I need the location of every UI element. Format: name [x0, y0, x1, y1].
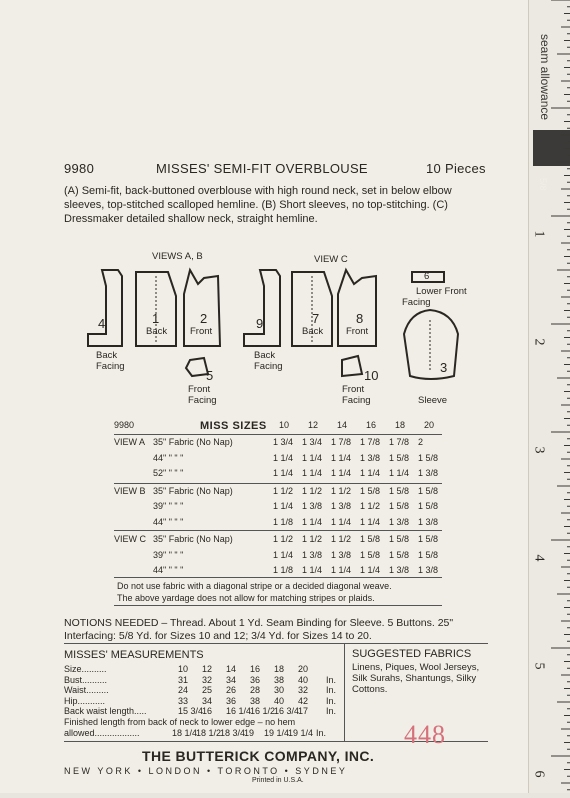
measurement-value: 34 [202, 695, 213, 706]
piece-7-name: Back [302, 326, 324, 337]
views-ab-label: VIEWS A, B [152, 251, 203, 262]
piece-8-name: Front [346, 326, 369, 337]
finished-length-row [64, 728, 344, 739]
piece-9-number: 9 [256, 316, 264, 331]
yardage-cell: 1 5/8 [418, 549, 439, 560]
measurement-label: Waist......... [64, 685, 109, 695]
measurement-value: 17 [298, 706, 309, 716]
size-header: 12 [308, 420, 319, 430]
yardage-cell: 1 1/4 [389, 468, 410, 478]
finished-length-value: 19 1/4 [288, 728, 314, 738]
yardage-cell: 1 5/8 [360, 534, 381, 544]
piece-1-number: 1 [152, 311, 160, 326]
piece-9-name-line2: Facing [254, 361, 283, 372]
price-stamp: 448 [404, 720, 446, 749]
suggested-fabrics [352, 649, 479, 695]
piece-6-name-line1: Lower Front [416, 286, 467, 297]
yardage-fabric: 44" " " " [153, 516, 184, 527]
measurement-value: 18 [274, 664, 285, 674]
measurement-value: 42 [298, 695, 309, 706]
measurement-unit: In. [326, 685, 337, 695]
measurement-value: 20 [298, 664, 309, 674]
company-name: THE BUTTERICK COMPANY, INC. [142, 748, 375, 764]
yardage-cell: 1 1/4 [302, 516, 323, 527]
yardage-cell: 1 5/8 [360, 549, 381, 560]
measurement-value: 15 3/4 [178, 706, 204, 716]
measurement-value: 32 [298, 685, 309, 695]
yardage-cell: 1 1/4 [302, 468, 323, 478]
yardage-note-diagonal: Do not use fabric with a diagonal stripe or a decided diagonal weave. [117, 581, 392, 591]
table-rule [114, 605, 442, 606]
measurement-value: 34 [226, 674, 237, 685]
yardage-cell: 1 1/4 [360, 468, 381, 478]
measurement-label: Size.......... [64, 664, 107, 674]
pattern-pieces-diagram [80, 248, 470, 408]
yardage-cell: 1 1/2 [360, 501, 381, 511]
piece-2-name: Front [190, 326, 213, 337]
ruler-number: 2 [531, 338, 547, 346]
yardage-cell: 1 1/4 [302, 565, 323, 575]
measurement-value: 28 [250, 685, 261, 695]
measurement-value: 10 [178, 664, 189, 674]
yardage-title: MISS SIZES [200, 420, 267, 432]
piece-3-name: Sleeve [418, 395, 448, 406]
measurement-value: 16 3/4 [274, 706, 300, 716]
yardage-cell: 1 3/8 [418, 565, 439, 575]
yardage-cell: 1 1/8 [273, 516, 294, 527]
yardage-cell: 2 [418, 437, 424, 447]
measurement-value: 26 [226, 685, 237, 695]
column-divider [344, 643, 345, 741]
yardage-cell: 1 1/2 [331, 534, 352, 544]
yardage-cell: 1 7/8 [389, 437, 410, 447]
yardage-row [114, 468, 444, 481]
piece-9-name-line1: Back [254, 350, 276, 361]
yardage-pattern-number: 9980 [114, 420, 135, 430]
yardage-cell: 1 5/8 [360, 485, 381, 496]
yardage-row [114, 486, 444, 499]
yardage-cell: 1 1/4 [360, 565, 381, 575]
measurement-value: 33 [178, 695, 189, 706]
measurement-value: 14 [226, 664, 237, 674]
measurement-value: 16 1/2 [250, 706, 276, 716]
measurement-value: 31 [178, 674, 189, 685]
yardage-view: VIEW B [114, 485, 146, 496]
pattern-title: MISSES' SEMI-FIT OVERBLOUSE [156, 161, 368, 176]
seam-fraction: 5/8 [538, 178, 548, 191]
yardage-view: VIEW A [114, 437, 146, 447]
finished-length-value: 18 1/2 [196, 728, 222, 738]
yardage-cell: 1 5/8 [389, 501, 410, 511]
yardage-fabric: 44" " " " [153, 452, 184, 463]
yardage-row [114, 501, 444, 514]
ruler-number: 6 [531, 770, 547, 778]
yardage-fabric: 39" " " " [153, 501, 184, 511]
yardage-cell: 1 3/8 [360, 452, 381, 463]
yardage-fabric: 35" Fabric (No Nap) [153, 534, 233, 544]
yardage-cell: 1 5/8 [389, 452, 410, 463]
measurement-value: 38 [250, 695, 261, 706]
piece-1-name: Back [146, 326, 168, 337]
yardage-cell: 1 5/8 [389, 485, 410, 496]
ruler-number: 4 [531, 554, 547, 562]
table-rule [114, 577, 442, 578]
yardage-cell: 1 3/4 [273, 437, 294, 447]
back-facing-piece [88, 270, 122, 346]
fabrics-line: Cottons. [352, 684, 388, 695]
measurement-value: 16 [202, 706, 213, 716]
yardage-cell: 1 3/8 [389, 516, 410, 527]
piece-5-name-line2: Facing [188, 395, 217, 406]
measurement-label: Hip........... [64, 695, 106, 706]
measurement-row [64, 664, 344, 675]
piece-count: 10 Pieces [426, 161, 486, 176]
yardage-cell: 1 3/8 [331, 549, 352, 560]
yardage-cell: 1 1/4 [273, 452, 294, 463]
style-description: (A) Semi-fit, back-buttoned overblouse with high round neck, set in below elbow sleeves, top-stitched scalloped hemline. (B) Short sleeves, no top-stitching. (C) Dressmaker detailed shallow neck, straight hemline. [64, 185, 452, 225]
notions-needed: NOTIONS NEEDED – Thread. About 1 Yd. Seam Binding for Sleeve. 5 Buttons. 25" Interfacing: 5/8 Yd. for Sizes 10 and 12; 3/4 Yd. for Sizes 14 to 20. [64, 617, 454, 642]
table-rule [114, 530, 442, 531]
yardage-cell: 1 7/8 [331, 437, 352, 447]
yardage-fabric: 52" " " " [153, 468, 184, 478]
piece-6-name-line2: Facing [402, 297, 431, 308]
size-header: 16 [366, 420, 377, 430]
finished-length-value: 18 1/4 [172, 728, 198, 738]
yardage-cell: 1 1/4 [360, 516, 381, 527]
yardage-cell: 1 5/8 [418, 501, 439, 511]
yardage-cell: 1 5/8 [418, 485, 439, 496]
yardage-cell: 1 1/2 [331, 485, 352, 496]
yardage-cell: 1 1/4 [331, 468, 352, 478]
yardage-view: VIEW C [114, 534, 147, 544]
yardage-row [114, 534, 444, 547]
measurement-value: 16 1/4 [226, 706, 252, 716]
yardage-cell: 1 1/4 [273, 549, 294, 560]
finished-length-label: allowed.................. [64, 728, 140, 738]
yardage-cell: 1 3/8 [331, 501, 352, 511]
piece-10-name-line2: Facing [342, 395, 371, 406]
size-header: 14 [337, 420, 348, 430]
pattern-number: 9980 [64, 161, 95, 176]
yardage-cell: 1 1/4 [331, 516, 352, 527]
yardage-cell: 1 5/8 [389, 534, 410, 544]
yardage-cell: 1 1/4 [302, 452, 323, 463]
yardage-row [114, 437, 444, 450]
yardage-cell: 1 3/8 [389, 565, 410, 575]
size-header: 10 [279, 420, 290, 430]
measurement-unit: In. [326, 695, 337, 706]
yardage-row [114, 517, 444, 530]
finished-length-unit: In. [316, 728, 327, 738]
finished-length-value: 19 [244, 728, 255, 738]
yardage-cell: 1 1/4 [331, 565, 352, 575]
section-rule [64, 643, 488, 644]
sleeve-piece [404, 310, 458, 379]
yardage-cell: 1 5/8 [418, 534, 439, 544]
measurement-value: 24 [178, 685, 189, 695]
piece-3-number: 3 [440, 360, 448, 375]
yardage-cell: 1 5/8 [418, 452, 439, 463]
measurement-value: 32 [202, 674, 213, 685]
piece-8-number: 8 [356, 311, 364, 326]
yardage-cell: 1 3/4 [302, 437, 323, 447]
yardage-cell: 1 1/2 [302, 534, 323, 544]
back-facing-piece-c [244, 270, 280, 346]
yardage-cell: 1 1/4 [273, 468, 294, 478]
yardage-cell: 1 1/8 [273, 565, 294, 575]
yardage-note-stripes: The above yardage does not allow for matching stripes or plaids. [117, 593, 375, 603]
piece-4-name-line1: Back [96, 350, 118, 361]
measurement-value: 36 [250, 674, 261, 685]
measurement-row [64, 685, 344, 696]
printed-in: Printed in U.S.A. [252, 777, 304, 784]
yardage-fabric: 39" " " " [153, 549, 184, 560]
yardage-cell: 1 1/4 [331, 452, 352, 463]
measurement-label: Back waist length..... [64, 706, 147, 716]
finished-length-value: 19 1/4 [264, 728, 290, 738]
yardage-cell: 1 1/2 [302, 485, 323, 496]
table-rule [114, 434, 442, 435]
yardage-cell: 1 1/4 [273, 501, 294, 511]
yardage-fabric: 35" Fabric (No Nap) [153, 485, 233, 496]
seam-allowance-label: seam allowance [538, 34, 552, 121]
front-facing-piece [186, 358, 208, 376]
yardage-fabric: 35" Fabric (No Nap) [153, 437, 233, 447]
measurement-unit: In. [326, 674, 337, 685]
company-cities: NEW YORK • LONDON • TORONTO • SYDNEY [64, 766, 348, 776]
yardage-cell: 1 3/8 [302, 549, 323, 560]
measurement-unit: In. [326, 706, 337, 716]
ruler-number: 5 [531, 662, 547, 670]
piece-4-name-line2: Facing [96, 361, 125, 372]
yardage-cell: 1 3/8 [418, 468, 439, 478]
fabrics-line: Silk Surahs, Shantungs, Silky [352, 673, 477, 684]
yardage-cell: 1 1/2 [273, 534, 294, 544]
measurements-title: MISSES' MEASUREMENTS [64, 649, 204, 661]
measurement-value: 30 [274, 685, 285, 695]
measurement-label: Bust.......... [64, 674, 108, 685]
ruler-number: 3 [531, 446, 547, 454]
yardage-cell: 1 7/8 [360, 437, 381, 447]
size-header: 18 [395, 420, 406, 430]
piece-10-name-line1: Front [342, 384, 365, 395]
yardage-cell: 1 3/8 [302, 501, 323, 511]
view-c-label: VIEW C [314, 254, 348, 265]
finished-length-value: 18 3/4 [220, 728, 246, 738]
measurement-value: 36 [226, 695, 237, 706]
yardage-row [114, 550, 444, 563]
piece-2-number: 2 [200, 311, 208, 326]
measurement-value: 40 [274, 695, 285, 706]
front-facing-piece-c [342, 356, 362, 376]
measurement-value: 40 [298, 674, 309, 685]
measurement-value: 25 [202, 685, 213, 695]
measurement-row [64, 706, 344, 717]
yardage-cell: 1 5/8 [389, 549, 410, 560]
piece-5-name-line1: Front [188, 384, 211, 395]
piece-7-number: 7 [312, 311, 320, 326]
measurement-row [64, 696, 344, 707]
fabrics-title: SUGGESTED FABRICS [352, 648, 472, 660]
yardage-row [114, 453, 444, 466]
piece-6-number: 6 [424, 271, 430, 282]
size-header: 20 [424, 420, 435, 430]
measurement-value: 38 [274, 674, 285, 685]
measurement-row [64, 675, 344, 686]
yardage-cell: 1 3/8 [418, 516, 439, 527]
yardage-cell: 1 1/2 [273, 485, 294, 496]
fabrics-line: Linens, Piques, Wool Jerseys, [352, 662, 480, 673]
table-rule [114, 483, 442, 484]
measurement-value: 12 [202, 664, 213, 674]
piece-10-number: 10 [364, 368, 379, 383]
yardage-fabric: 44" " " " [153, 565, 184, 575]
ruler-number: 1 [531, 230, 547, 238]
piece-4-number: 4 [98, 316, 106, 331]
measurement-value: 16 [250, 664, 261, 674]
piece-5-number: 5 [206, 368, 214, 383]
finished-length-line1: Finished length from back of neck to lower edge – no hem [64, 717, 296, 727]
